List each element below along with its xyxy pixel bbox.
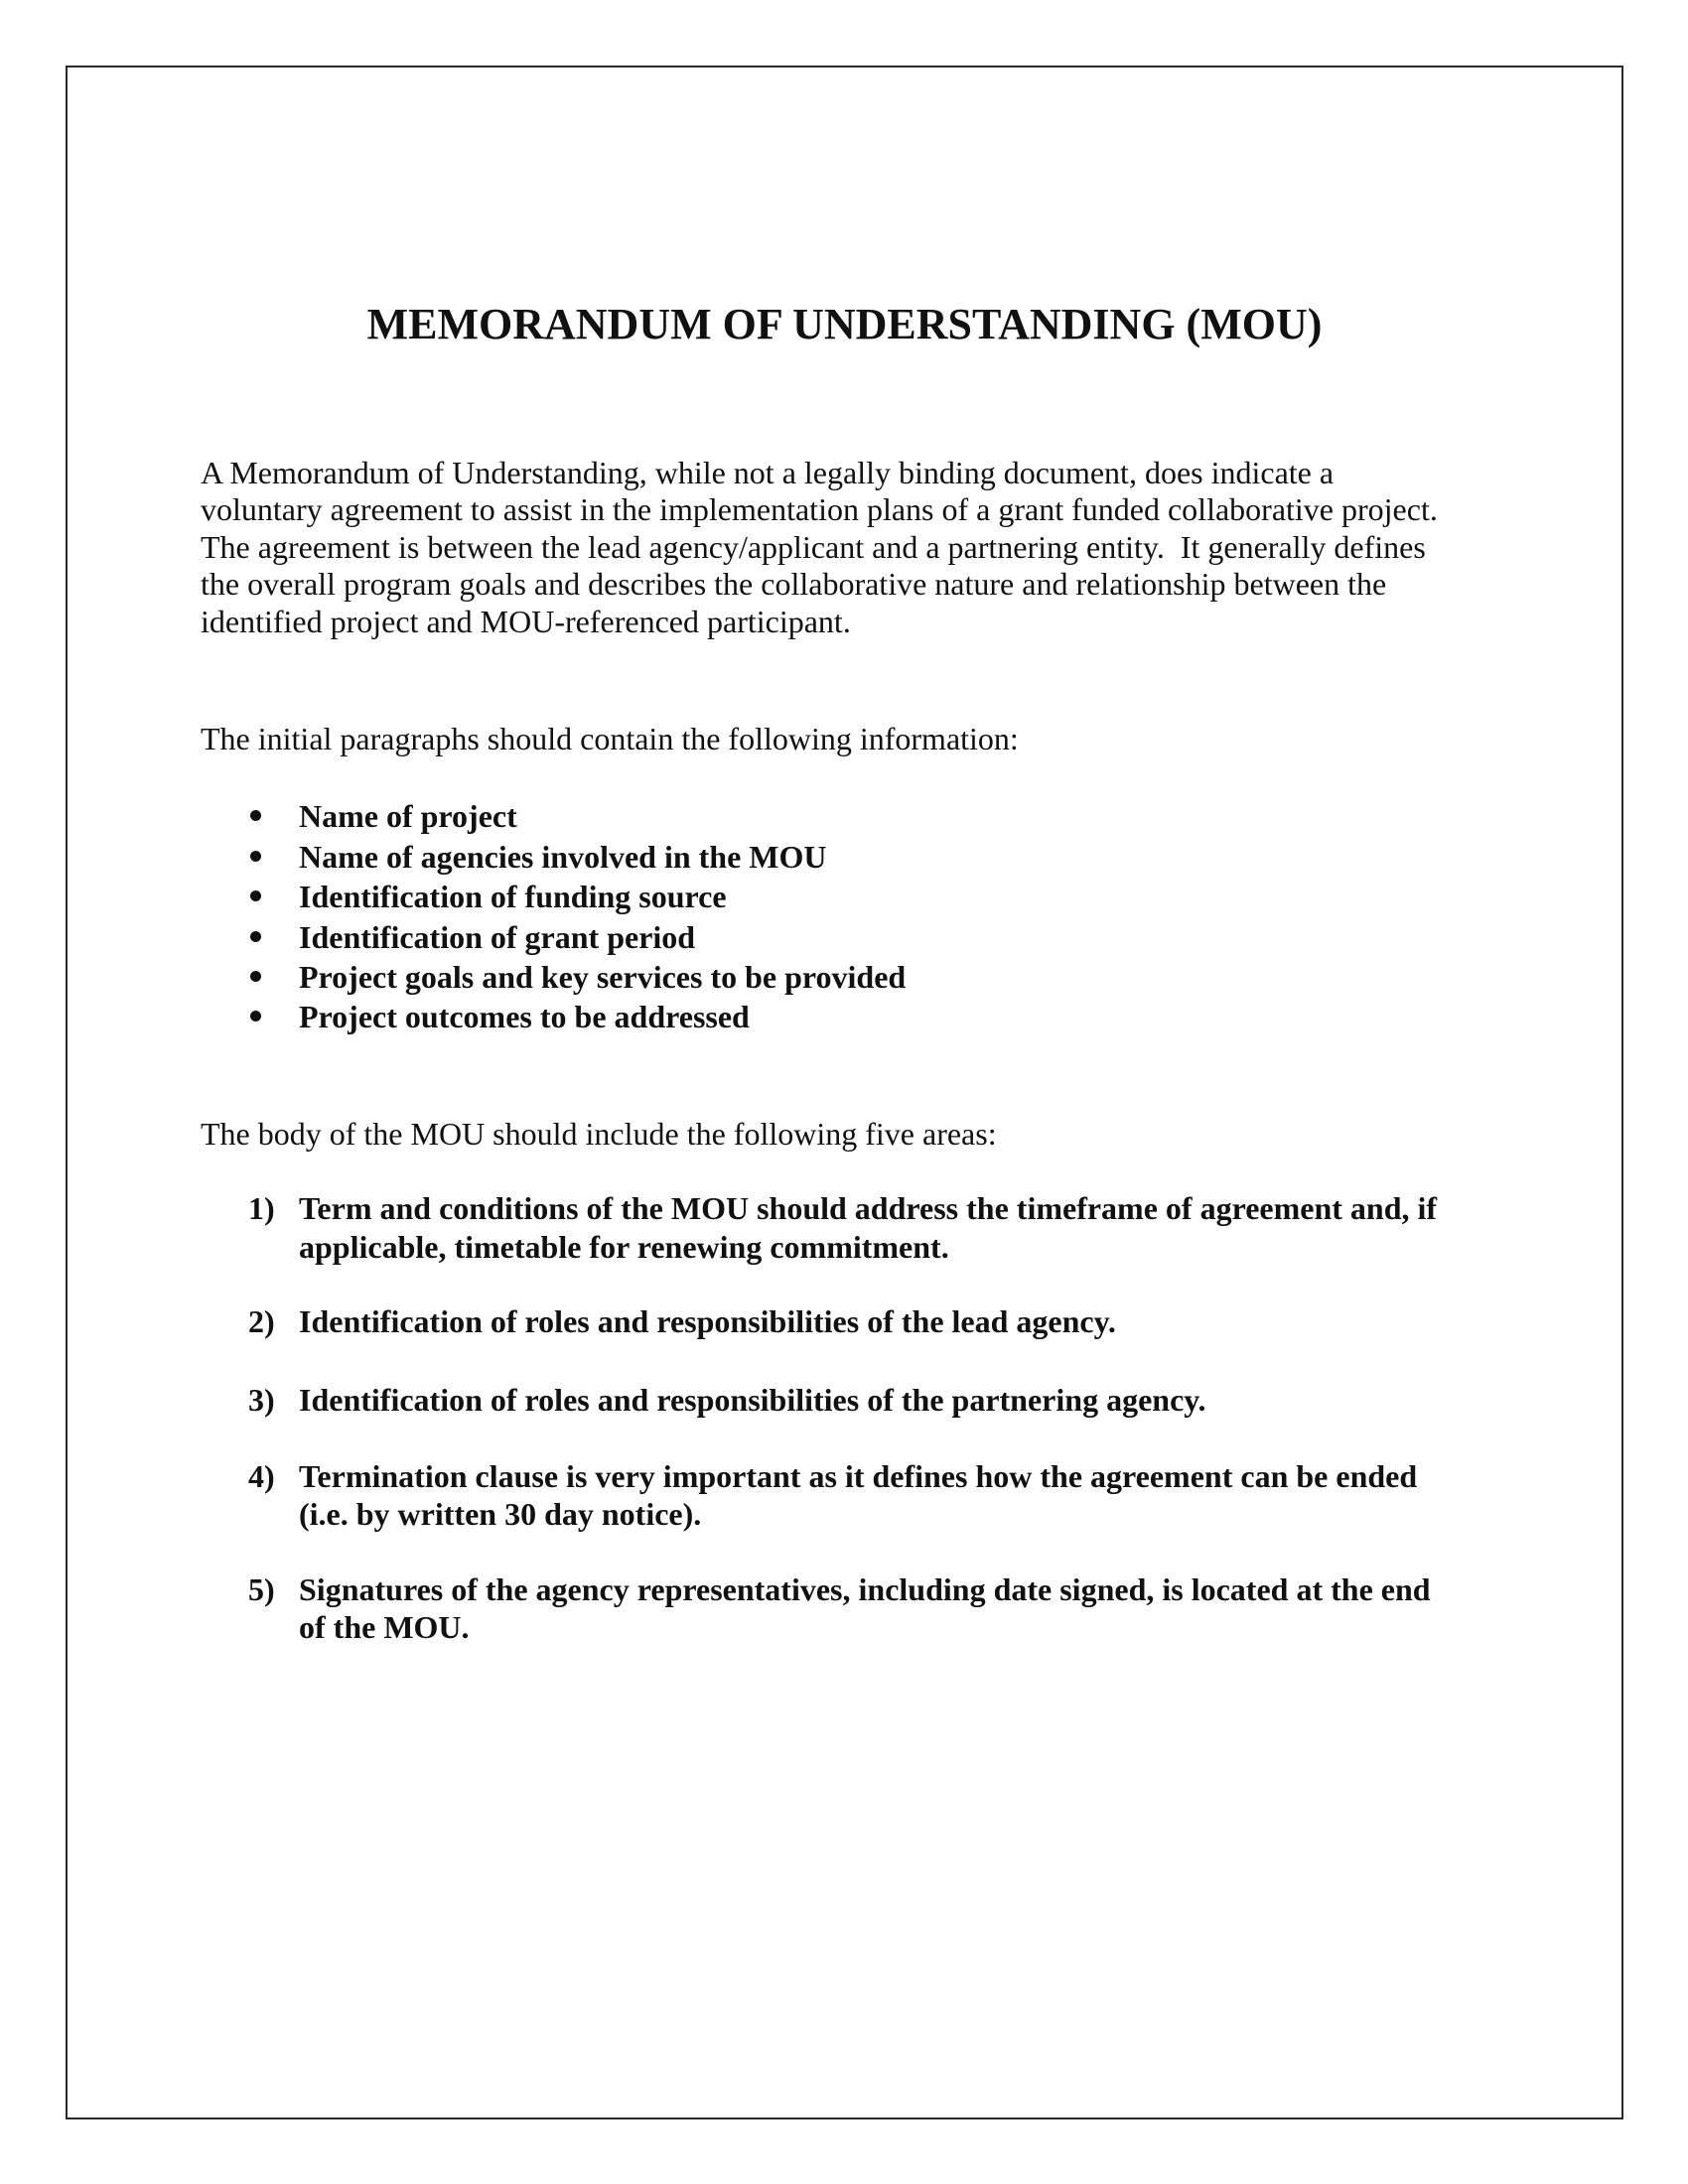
intro-line: voluntary agreement to assist in the implementation plans of a grant funded collaborative project.: [201, 491, 1438, 527]
bullet-text: Name of project: [299, 798, 517, 834]
bullet-icon: [250, 971, 261, 982]
item-number: 5): [248, 1571, 275, 1607]
item-text-line: Identification of roles and responsibilities of the lead agency.: [299, 1303, 1116, 1339]
bullet-icon: [250, 810, 261, 821]
bullet-icon: [250, 851, 261, 862]
item-number: 1): [248, 1190, 275, 1226]
bullet-text: Project goals and key services to be provided: [299, 959, 907, 995]
document-title: MEMORANDUM OF UNDERSTANDING (MOU): [366, 300, 1323, 348]
item-text-line: Termination clause is very important as it defines how the agreement can be ended: [299, 1458, 1418, 1494]
item-text-line: applicable, timetable for renewing commitment.: [299, 1229, 949, 1265]
item-text-line: Term and conditions of the MOU should address the timeframe of agreement and, if: [299, 1190, 1438, 1226]
item-number: 4): [248, 1458, 275, 1494]
item-text-line: (i.e. by written 30 day notice).: [299, 1496, 702, 1532]
intro-line: the overall program goals and describes the collaborative nature and relationship between the: [201, 566, 1387, 602]
item-number: 2): [248, 1303, 275, 1339]
bullet-text: Identification of funding source: [299, 879, 727, 914]
item-number: 3): [248, 1382, 275, 1418]
intro-line: identified project and MOU-referenced participant.: [201, 604, 851, 639]
bullet-text: Name of agencies involved in the MOU: [299, 839, 827, 875]
bullet-icon: [250, 890, 261, 901]
bullet-icon: [250, 1011, 261, 1022]
item-text-line: Identification of roles and responsibilities of the partnering agency.: [299, 1382, 1206, 1418]
item-text-line: of the MOU.: [299, 1609, 470, 1645]
intro-line: A Memorandum of Understanding, while not a legally binding document, does indicate a: [201, 455, 1335, 490]
item-text-line: Signatures of the agency representatives, including date signed, is located at the end: [299, 1571, 1431, 1607]
bullet-icon: [250, 931, 261, 942]
body-section-lead: The body of the MOU should include the following five areas:: [201, 1116, 997, 1152]
bullet-text: Project outcomes to be addressed: [299, 999, 750, 1034]
bullet-text: Identification of grant period: [299, 919, 696, 955]
initial-section-lead: The initial paragraphs should contain the following information:: [201, 721, 1019, 756]
page-border: [66, 66, 1623, 2119]
intro-line: The agreement is between the lead agency/applicant and a partnering entity. It generally defines: [201, 529, 1426, 565]
